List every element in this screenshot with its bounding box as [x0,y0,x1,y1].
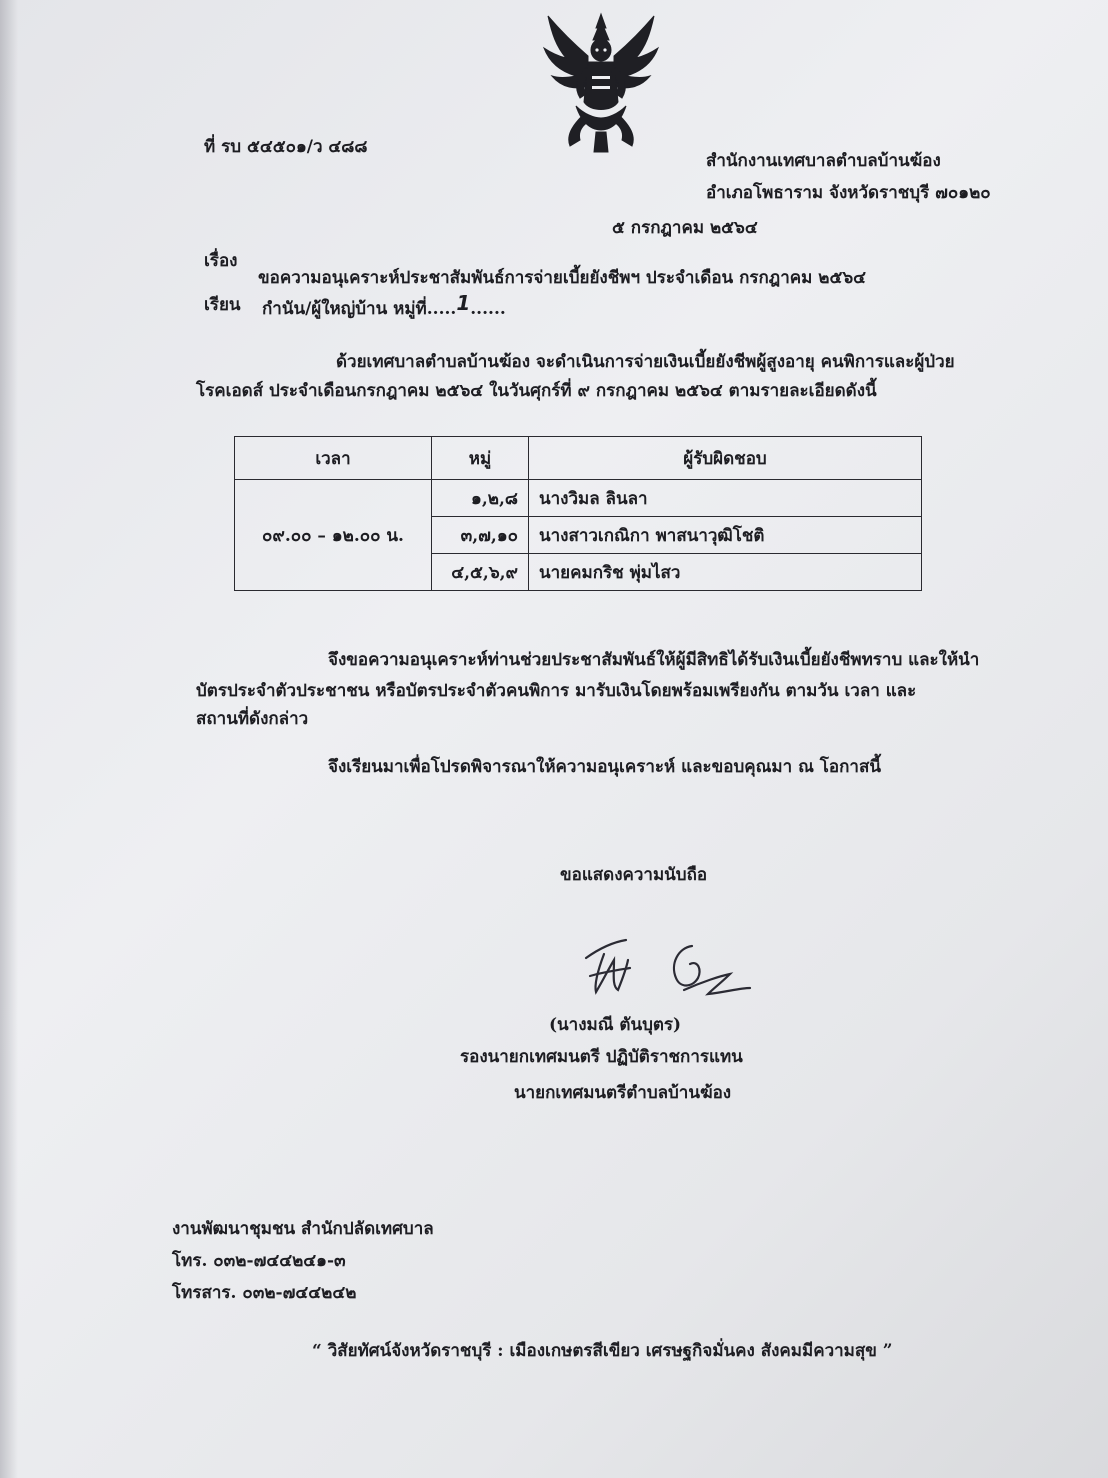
village-numbers: ๑,๒,๘ [432,480,529,517]
addressee-label: เรียน [204,295,241,315]
paragraph2-line3: สถานที่ดังกล่าว [196,709,309,729]
paragraph1-line2-tail: ตามรายละเอียดดังนี้ [722,381,877,401]
header-time: เวลา [235,437,432,480]
paragraph2-line2: บัตรประจำตัวประชาชน หรือบัตรประจำตัวคนพิการ มารับเงินโดยพร้อมเพรียงกัน ตามวัน เวลา และ [196,681,917,701]
addressee-dots: ...... [470,299,506,319]
contact-telephone: โทร. ๐๓๒-๗๔๔๒๔๑-๓ [172,1251,346,1271]
subject-text: ขอความอนุเคราะห์ประชาสัมพันธ์การจ่ายเบี้ยยังชีพฯ ประจำเดือน กรกฎาคม ๒๕๖๔ [258,268,866,288]
paragraph1-line2 [196,380,877,402]
subject-label: เรื่อง [204,251,238,271]
office-address: อำเภอโพธาราม จังหวัดราชบุรี ๗๐๑๒๐ [706,183,991,203]
signer-name: (นางมณี ตันบุตร) [549,1015,682,1035]
contact-department: งานพัฒนาชุมชน สำนักปลัดเทศบาล [172,1219,434,1239]
paragraph1-line1: ด้วยเทศบาลตำบลบ้านฆ้อง จะดำเนินการจ่ายเงินเบี้ยยังชีพผู้สูงอายุ คนพิการและผู้ป่วย [336,352,955,372]
paragraph1-line2-text: โรคเอดส์ ประจำเดือนกรกฎาคม ๒๕๖๔ [196,381,490,401]
contact-fax: โทรสาร. ๐๓๒-๗๔๔๒๔๒ [172,1283,357,1303]
table-row [235,480,922,517]
header-village: หมู่ [432,437,529,480]
office-name: สำนักงานเทศบาลตำบลบ้านฆ้อง [706,151,941,171]
header-responsible: ผู้รับผิดชอบ [529,437,922,480]
responsible-person: นายคมกริช พุ่มไสว [529,554,922,591]
handwritten-signature-icon [580,930,760,1010]
signer-title-2: นายกเทศมนตรีตำบลบ้านฆ้อง [514,1083,732,1103]
paragraph2-line1-bold: และให้นำ [908,650,980,670]
paragraph3: จึงเรียนมาเพื่อโปรดพิจารณาให้ความอนุเคราะห์ และขอบคุณมา ณ โอกาสนี้ [328,757,881,777]
time-range: ๐๙.๐๐ – ๑๒.๐๐ น. [235,480,432,591]
addressee-text: กำนัน/ผู้ใหญ่บ้าน หมู่ที่..... [262,299,457,319]
province-vision: “ วิสัยทัศน์จังหวัดราชบุรี : เมืองเกษตรสีเขียว เศรษฐกิจมั่นคง สังคมมีความสุข ” [312,1341,893,1361]
signer-title-1: รองนายกเทศมนตรี ปฏิบัติราชการแทน [460,1047,743,1067]
garuda-emblem-icon [536,6,666,156]
closing: ขอแสดงความนับถือ [560,865,708,885]
table-header-row [235,437,922,480]
page-edge-shadow [0,0,18,1478]
addressee [262,291,506,320]
paragraph2-line1 [328,649,979,671]
reference-number: ที่ รบ ๕๔๕๐๑/ว ๔๘๘ [204,137,368,157]
village-numbers: ๓,๗,๑๐ [432,517,529,554]
schedule-table [234,436,922,591]
responsible-person: นางสาวเกณิกา พาสนาวุฒิโชติ [529,517,922,554]
responsible-person: นางวิมล ลินลา [529,480,922,517]
letter-date: ๕ กรกฎาคม ๒๕๖๔ [612,218,758,238]
village-numbers: ๔,๕,๖,๙ [432,554,529,591]
paragraph2-line1-text: จึงขอความอนุเคราะห์ท่านช่วยประชาสัมพันธ์ให้ผู้มีสิทธิได้รับเงินเบี้ยยังชีพทราบ [328,650,909,670]
distribution-date: ในวันศุกร์ที่ ๙ กรกฎาคม ๒๕๖๔ [489,381,723,401]
handwritten-village-number: 1 [456,291,471,315]
